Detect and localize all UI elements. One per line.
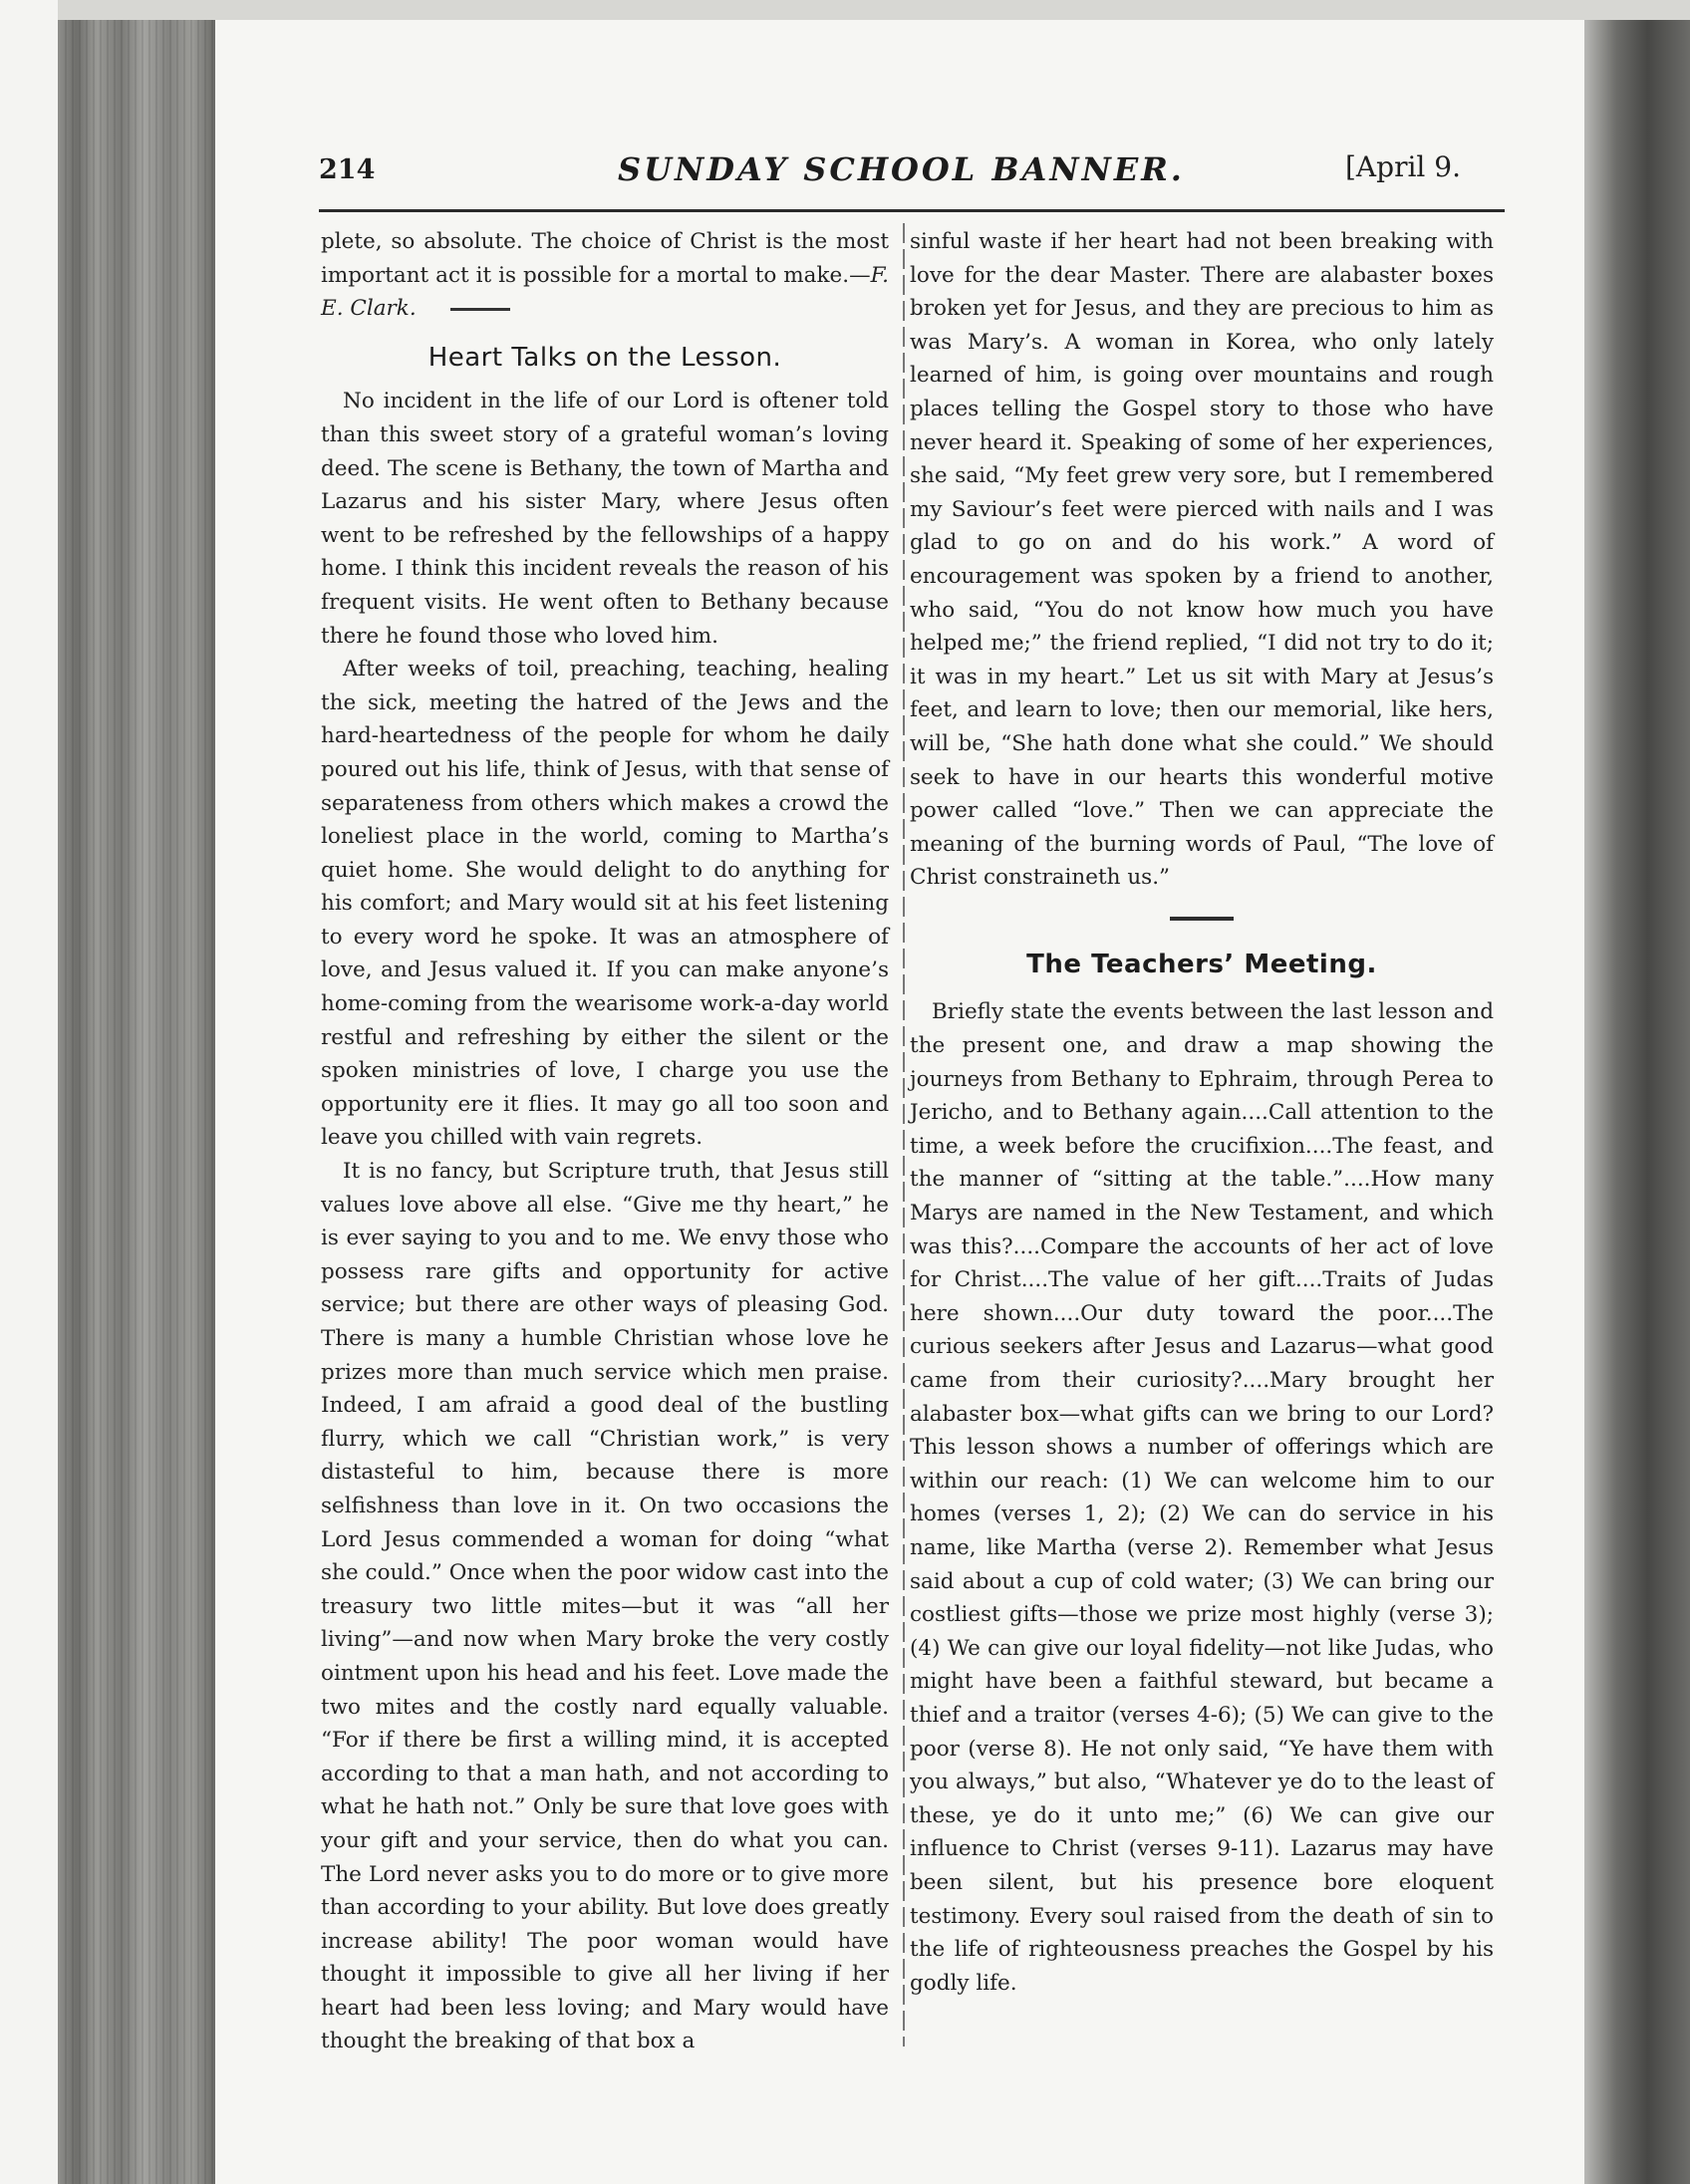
paragraph: Briefly state the events between the last lesson and the present one, and draw a map showing the journeys from Bethany to Ephraim, through Perea to Jericho, and to Bethany again....Call attention to the time, a week before the crucifixion....The feast, and the manner of “sitting at the table.”....How many Marys are named in the New Testament, and which was this?....Compare the accounts of her act of love for Christ....The value of her gift....Traits of Judas here shown....Our duty toward the poor....The curious seekers after Jesus and Lazarus—what good came from their curiosity?....Mary brought her alabaster box—what gifts can we bring to our Lord? This lesson shows a number of offerings which are within our reach: (1) We can welcome him to our homes (verses 1, 2); (2) We can do service in his name, like Martha (verse 2). Remember what Jesus said about a cup of cold water; (3) We can bring our costliest gifts—those we prize most highly (verse 3); (4) We can give our loyal fidelity—not like Judas, who might have been a faithful steward, but became a thief and a traitor (verses 4-6); (5) We can give to the poor (verse 8). He not only said, “Ye have them with you always,” but also, “Whatever ye do to the least of these, ye do it unto me;” (6) We can give our influence to Christ (verses 9-11). Lazarus may have been silent, but his presence bore eloquent testimony. Every soul raised from the death of sin to the life of righteousness preaches the Gospel by his godly life.	[910, 999, 1494, 1996]
scan-margin	[0, 0, 58, 2184]
section-rule	[1170, 917, 1234, 921]
continued-paragraph: sinful waste if her heart had not been breaking with love for the dear Master. There are alabaster boxes broken yet for Jesus, and they are precious to him as was Mary’s. A woman in Korea, who only lately learned of him, is going over mountains and rough places telling the Gospel story to those who have never heard it. Speaking of some of her experiences, she said, “My feet grew very sore, but I remembered my Saviour’s feet were pierced with nails and I was glad to go on and do his work.” A word of encouragement was spoken by a friend to another, who said, “You do not know how much you have helped me;” the friend replied, “I did not try to do it; it was in my heart.” Let us sit with Mary at Jesus’s feet, and learn to love; then our memorial, like hers, will be, “She hath done what she could.” We should seek to have in our hearts this wonderful motive power called “love.” Then we can appreciate the meaning of the burning words of Paul, “The love of Christ constraineth us.”	[910, 229, 1494, 891]
page-number: 214	[319, 154, 376, 185]
opening-text: plete, so absolute. The choice of Christ is the most important act it is possible for a mortal to make.—	[321, 229, 889, 288]
header-rule	[319, 209, 1505, 212]
journal-title: SUNDAY SCHOOL BANNER.	[618, 150, 1185, 188]
binding-shadow	[1584, 20, 1690, 2184]
heading-teachers-meeting: The Teachers’ Meeting.	[1026, 949, 1377, 979]
opening-paragraph	[321, 225, 889, 326]
opening-attribution: F. E. Clark.	[321, 262, 889, 322]
paragraph: No incident in the life of our Lord is oftener told than this sweet story of a grateful woman’s loving deed. The scene is Bethany, the town of Martha and Lazarus and his sister Mary, where Jesus often went to be refreshed by the fellowships of a happy home. I think this incident reveals the reason of his frequent visits. He went often to Bethany because there he found those who loved him.	[321, 389, 889, 649]
short-rule	[450, 308, 510, 311]
page-edge-lines	[60, 20, 213, 2184]
column-divider	[903, 223, 905, 2047]
paragraph: After weeks of toil, preaching, teaching, healing the sick, meeting the hatred of the Jews and the hard-heartedness of the people for whom he daily poured out his life, think of Jesus, with that sense of separateness from others which makes a crowd the loneliest place in the world, coming to Martha’s quiet home. She would delight to do anything for his comfort; and Mary would sit at his feet listening to every word he spoke. It was an atmosphere of love, and Jesus valued it. If you can make anyone’s home-coming from the wearisome work-a-day world restful and refreshing by either the silent or the spoken ministries of love, I charge you use the opportunity ere it flies. It may go all too soon and leave you chilled with vain regrets.	[321, 657, 889, 1151]
left-column	[321, 225, 889, 2058]
running-header	[319, 150, 1505, 194]
issue-date: [April 9.	[1345, 150, 1461, 183]
paragraph: It is no fancy, but Scripture truth, that Jesus still values love above all else. “Give me thy heart,” he is ever saying to you and to me. We envy those who possess rare gifts and opportunity for active service; but there are other ways of pleasing God. There is many a humble Christian whose love he prizes more than much service which men praise. Indeed, I am afraid a good deal of the bustling flurry, which we call “Christian work,” is very distasteful to him, because there is more selfishness than love in it. On two occasions the Lord Jesus commended a woman for doing “what she could.” Once when the poor widow cast into the treasury two little mites—but it was “all her living”—and now when Mary broke the very costly ointment upon his head and his feet. Love made the two mites and the costly nard equally valuable. “For if there be first a willing mind, it is accepted according to that a man hath, and not according to what he hath not.” Only be sure that love goes with your gift and your service, then do what you can. The Lord never asks you to do more or to give more than according to your ability. But love does greatly increase ability! The poor woman would have thought it impossible to give all her living if her heart had been less loving; and Mary would have thought the breaking of that box a	[321, 1159, 889, 2054]
heading-heart-talks: Heart Talks on the Lesson.	[427, 342, 782, 373]
right-column	[910, 225, 1494, 2000]
